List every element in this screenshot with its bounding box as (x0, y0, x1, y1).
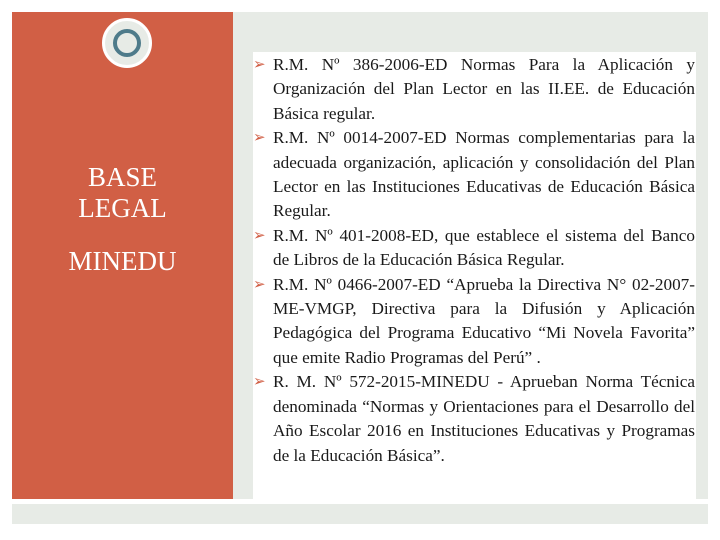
arrow-bullet-icon: ➢ (253, 57, 266, 73)
circle-ornament-inner (113, 29, 141, 57)
list-item-text: R.M. Nº 0014-2007-ED Normas complementarias para la adecuada organización, aplicación y consolidación del Plan Lector en las Instituciones Educativas de Educación Básica Regular. (273, 128, 695, 221)
list-item-text: R.M. Nº 0466-2007-ED “Aprueba la Directiva N° 02-2007-ME-VMGP, Directiva para la Difusión y Aplicación Pedagógica del Programa Educativo “Mi Novela Favorita” que emite Radio Programas del Perú” . (273, 274, 695, 367)
arrow-bullet-icon: ➢ (253, 276, 266, 293)
list-item (253, 126, 695, 224)
list-item (253, 224, 695, 273)
list-item (253, 53, 695, 126)
side-title (20, 162, 225, 224)
side-title-line2: LEGAL (78, 193, 167, 223)
list-item-text: R.M. Nº 386-2006-ED Normas Para la Aplicación y Organización del Plan Lector en las II.EE. de Educación Básica regular. (273, 55, 695, 123)
side-subtitle: MINEDU (68, 246, 177, 276)
list-item (253, 273, 695, 371)
circle-ornament-icon (102, 18, 152, 68)
arrow-bullet-icon: ➢ (253, 227, 266, 244)
list-item-text: R.M. Nº 401-2008-ED, que establece el sistema del Banco de Libros de la Educación Básica Regular. (273, 225, 695, 270)
side-title-line1: BASE (87, 162, 158, 192)
legal-list (253, 53, 695, 468)
arrow-bullet-icon: ➢ (253, 130, 266, 147)
list-item-text: R. M. Nº 572-2015-MINEDU - Aprueban Norma Técnica denominada “Normas y Orientaciones para el Desarrollo del Año Escolar 2016 en Instituciones Educativas y Programas de la Educación Básica”. (273, 372, 695, 465)
arrow-bullet-icon: ➢ (253, 374, 266, 391)
bottom-bar (12, 504, 708, 524)
list-item (253, 370, 695, 468)
